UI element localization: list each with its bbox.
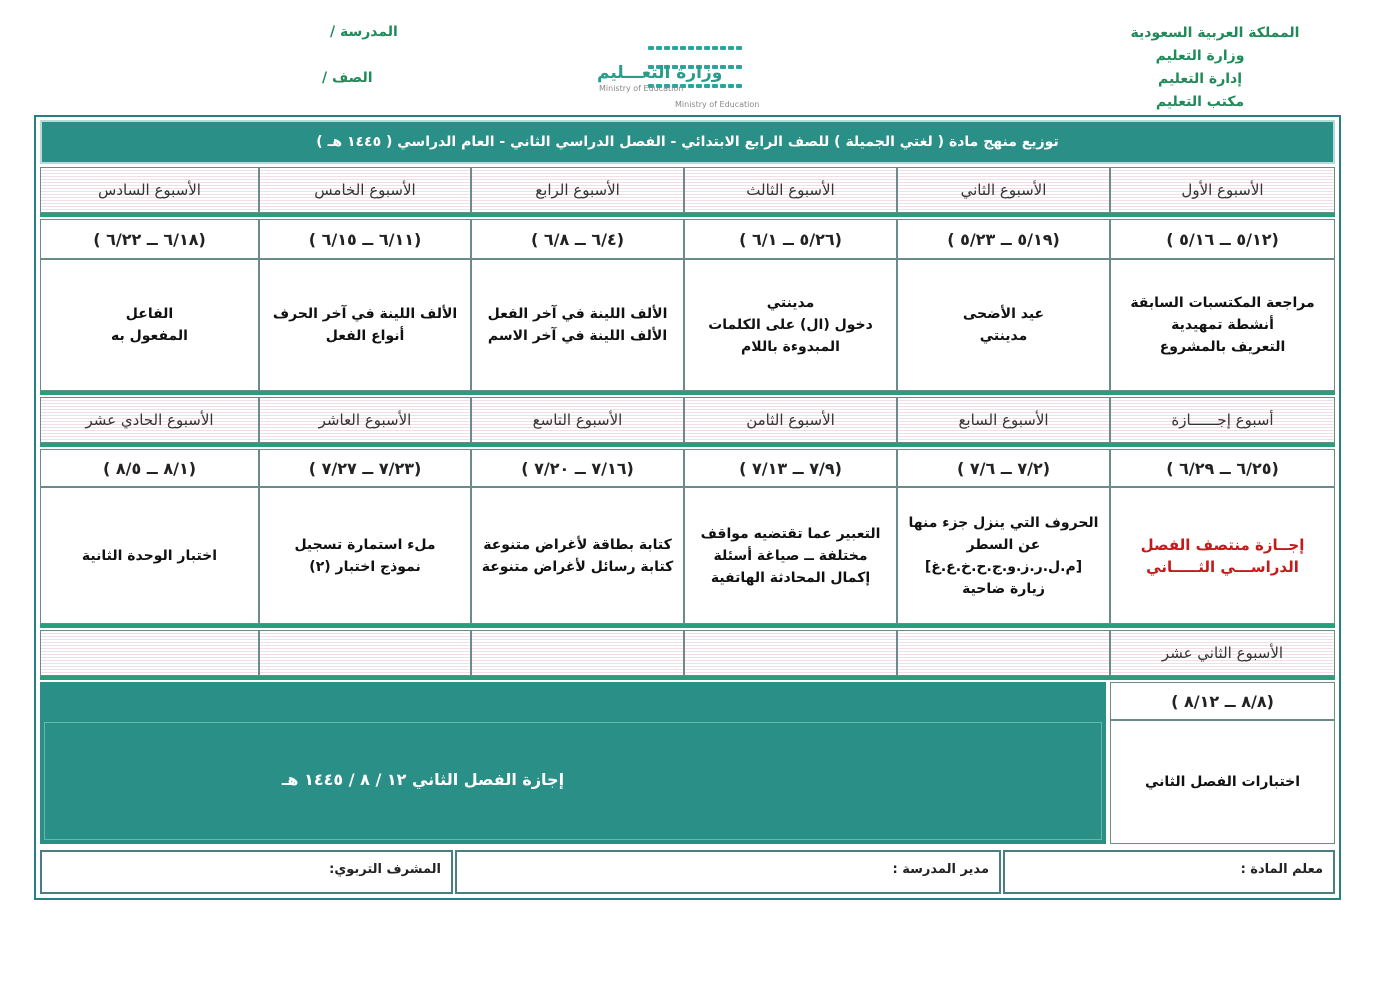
week-dates: (٦/٤ ــ ٦/٨ )	[471, 219, 684, 259]
week-dates: (٧/١٦ ــ ٧/٢٠ )	[471, 449, 684, 487]
week-content: مدينتي دخول (ال) على الكلمات المبدوءة باللام	[684, 259, 897, 391]
week-content: الحروف التي ينزل جزء منها عن السطر [م.ل.ر.ز.و.ج.ح.خ.ع.غ] زيارة ضاحية	[897, 487, 1110, 624]
empty-cell	[897, 630, 1110, 676]
week-header: الأسبوع السابع	[897, 397, 1110, 443]
week-dates: (٧/٢ ــ ٧/٦ )	[897, 449, 1110, 487]
week-header: الأسبوع الثامن	[684, 397, 897, 443]
week-content: اختبار الوحدة الثانية	[40, 487, 259, 624]
week-dates: (٨/١ ــ ٨/٥ )	[40, 449, 259, 487]
week-content: ملء استمارة تسجيل نموذج اختبار (٢)	[259, 487, 471, 624]
week-dates: (٧/٢٣ ــ ٧/٢٧ )	[259, 449, 471, 487]
school-label: المدرسة /	[330, 24, 398, 40]
week-dates: (٥/١٩ ــ ٥/٢٣ )	[897, 219, 1110, 259]
week-content: مراجعة المكتسبات السابقة أنشطة تمهيدية التعريف بالمشروع	[1110, 259, 1335, 391]
week-dates: (٦/١٨ ــ ٦/٢٢ )	[40, 219, 259, 259]
week-dates: (٧/٩ ــ ٧/١٣ )	[684, 449, 897, 487]
principal-signature: مدير المدرسة :	[455, 850, 1001, 894]
week-header: الأسبوع الخامس	[259, 167, 471, 213]
office-text: مكتب التعليم	[1155, 94, 1245, 110]
teacher-signature: معلم المادة :	[1003, 850, 1335, 894]
table-title: توزيع منهج مادة ( لغتي الجميلة ) للصف الرابع الابتدائي - الفصل الدراسي الثاني - العام الدراسي ( ١٤٤٥ هـ )	[40, 120, 1335, 164]
week-header: الأسبوع الثالث	[684, 167, 897, 213]
ministry-text: وزارة التعليم	[1155, 48, 1245, 64]
week-content: الألف اللينة في آخر الفعل الألف اللينة في آخر الاسم	[471, 259, 684, 391]
logo-arabic-text: وزارة التعـــليم	[597, 63, 723, 83]
week-header: الأسبوع العاشر	[259, 397, 471, 443]
empty-cell	[471, 630, 684, 676]
week-dates: (٥/٢٦ ــ ٦/١ )	[684, 219, 897, 259]
week-header: أسبوع إجــــــازة	[1110, 397, 1335, 443]
week-header: الأسبوع الأول	[1110, 167, 1335, 213]
class-label: الصف /	[322, 70, 373, 86]
week-content: الفاعل المفعول به	[40, 259, 259, 391]
empty-cell	[684, 630, 897, 676]
midterm-vacation: إجــازة منتصف الفصل الدراســـي الثـــــاني	[1110, 487, 1335, 624]
week-header: الأسبوع الحادي عشر	[40, 397, 259, 443]
week-content: عيد الأضحى مدينتي	[897, 259, 1110, 391]
logo-english-text-2: Ministry of Education	[675, 100, 760, 109]
week-content: الألف اللينة في آخر الحرف أنواع الفعل	[259, 259, 471, 391]
ministry-logo	[585, 28, 765, 112]
empty-cell	[40, 630, 259, 676]
row-separator	[40, 443, 1335, 447]
week-header: الأسبوع الثاني	[897, 167, 1110, 213]
week-content: كتابة بطاقة لأغراض متنوعة كتابة رسائل لأغراض متنوعة	[471, 487, 684, 624]
week-header: الأسبوع السادس	[40, 167, 259, 213]
header-right	[1125, 22, 1305, 114]
row-separator	[40, 213, 1335, 217]
week-header: الأسبوع الرابع	[471, 167, 684, 213]
week12-dates: (٨/٨ ــ ٨/١٢ )	[1110, 682, 1335, 720]
row-separator	[40, 624, 1335, 628]
week-dates: (٦/١١ ــ ٦/١٥ )	[259, 219, 471, 259]
week12-content: اختبارات الفصل الثاني	[1110, 720, 1335, 844]
vacation-text: إجازة الفصل الثاني ١٢ / ٨ / ١٤٤٥ هـ	[281, 770, 565, 789]
empty-cell	[259, 630, 471, 676]
row-separator	[40, 391, 1335, 395]
logo-english-text: Ministry of Education	[599, 84, 684, 93]
week-content: التعبير عما تقتضيه مواقف مختلفة ــ صياغة أسئلة إكمال المحادثة الهاتفية	[684, 487, 897, 624]
week-header: الأسبوع التاسع	[471, 397, 684, 443]
supervisor-signature: المشرف التربوي:	[40, 850, 453, 894]
kingdom-text: المملكة العربية السعودية	[1130, 25, 1300, 41]
directorate-text: إدارة التعليم	[1157, 71, 1243, 87]
row-separator	[40, 676, 1335, 680]
week-dates: (٦/٢٥ ــ ٦/٢٩ )	[1110, 449, 1335, 487]
week-dates: (٥/١٢ ــ ٥/١٦ )	[1110, 219, 1335, 259]
week12-header: الأسبوع الثاني عشر	[1110, 630, 1335, 676]
